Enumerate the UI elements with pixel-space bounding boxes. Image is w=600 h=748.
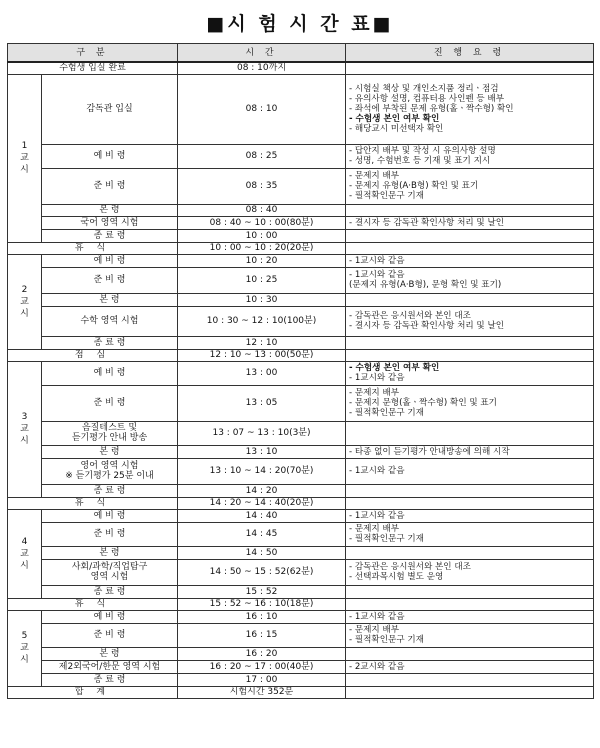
entry-label: 수험생 입실 완료	[8, 62, 178, 74]
note-line: - 타종 없이 듣기평가 안내방송에 의해 시작	[349, 446, 510, 457]
break-4-time: 15 : 52 ~ 16 : 10(18분)	[178, 598, 346, 610]
time-cell: 08 : 35	[178, 168, 346, 204]
table-row	[8, 361, 594, 385]
table-row	[8, 421, 594, 445]
period-label-char: 시	[20, 165, 29, 175]
total-notes	[346, 686, 594, 698]
stage-line: 영어 영역 시험	[80, 461, 139, 471]
period-label-char: 시	[20, 655, 29, 665]
header-notes: 진 행 요 령	[346, 44, 594, 63]
lunch-time: 12 : 10 ~ 13 : 00(50분)	[178, 349, 346, 361]
table-row	[8, 306, 594, 336]
time-cell: 08 : 10	[178, 74, 346, 144]
note-line: - 1교시와 같음	[349, 510, 405, 521]
note-line: - 문제지 배부	[349, 388, 400, 398]
stage-cell: 예 비 령	[42, 361, 178, 385]
time-cell: 13 : 10	[178, 445, 346, 458]
period-label-char: 3	[21, 412, 28, 422]
note-line: - 선택과목시험 별도 운영	[349, 572, 444, 582]
period-3-label	[8, 361, 42, 497]
period-5-label	[8, 610, 42, 686]
notes-cell	[346, 509, 594, 522]
table-row	[8, 647, 594, 660]
stage-cell: 종 료 령	[42, 585, 178, 598]
header-time: 시 간	[178, 44, 346, 63]
notes-cell	[346, 229, 594, 242]
table-row	[8, 546, 594, 559]
time-cell: 16 : 20	[178, 647, 346, 660]
period-label-char: 교	[20, 424, 29, 434]
table-row	[8, 254, 594, 267]
time-cell: 13 : 05	[178, 385, 346, 421]
notes-cell	[346, 647, 594, 660]
time-cell: 14 : 40	[178, 509, 346, 522]
note-line: - 필적확인문구 기재	[349, 408, 424, 418]
period-label-char: 2	[21, 284, 28, 295]
total-label: 합 계	[8, 686, 178, 698]
time-cell: 14 : 50 ~ 15 : 52(62분)	[178, 559, 346, 585]
notes-cell	[346, 144, 594, 168]
time-cell: 17 : 00	[178, 673, 346, 686]
table-row	[8, 559, 594, 585]
note-line: - 수험생 본인 여부 확인	[349, 363, 440, 373]
period-label-char: 1	[21, 141, 28, 151]
lunch-label: 점 심	[8, 349, 178, 361]
period-label-char: 5	[21, 631, 28, 641]
time-cell: 14 : 45	[178, 522, 346, 546]
period-label-char: 교	[20, 296, 29, 307]
period-label-char: 시	[20, 436, 29, 446]
break-4-label: 휴 식	[8, 598, 178, 610]
note-line: - 1교시와 같음	[349, 255, 405, 266]
time-cell: 13 : 10 ~ 14 : 20(70분)	[178, 458, 346, 484]
total-row	[8, 686, 594, 698]
stage-cell: 종 료 령	[42, 336, 178, 349]
table-row	[8, 267, 594, 293]
notes-cell	[346, 421, 594, 445]
notes-cell	[346, 361, 594, 385]
lunch-row	[8, 349, 594, 361]
note-line: - 문제지 배부	[349, 524, 400, 534]
break-4-row	[8, 598, 594, 610]
period-label-char: 교	[20, 548, 29, 559]
notes-cell	[346, 585, 594, 598]
notes-cell	[346, 610, 594, 623]
stage-cell: 예 비 령	[42, 610, 178, 623]
period-1-label	[8, 74, 42, 242]
time-cell: 13 : 07 ~ 13 : 10(3분)	[178, 421, 346, 445]
note-line: - 결시자 등 감독관 확인사항 처리 및 날인	[349, 217, 505, 228]
note-line: - 감독관은 응시원서와 본인 대조	[349, 311, 471, 321]
note-line: - 감독관은 응시원서와 본인 대조	[349, 562, 471, 572]
break-3-label: 휴 식	[8, 497, 178, 509]
period-2-label	[8, 254, 42, 349]
stage-cell: 준 비 령	[42, 522, 178, 546]
time-cell: 16 : 20 ~ 17 : 00(40분)	[178, 660, 346, 673]
notes-cell	[346, 559, 594, 585]
time-cell: 15 : 52	[178, 585, 346, 598]
stage-cell: 예 비 령	[42, 509, 178, 522]
stage-line: 사회/과학/직업탐구	[71, 562, 148, 572]
stage-cell: 준 비 령	[42, 385, 178, 421]
stage-cell	[42, 421, 178, 445]
table-row	[8, 445, 594, 458]
stage-cell	[42, 559, 178, 585]
notes-cell	[346, 306, 594, 336]
period-label-char: 교	[20, 153, 29, 163]
table-row	[8, 74, 594, 144]
period-label-char: 시	[20, 308, 29, 319]
table-row	[8, 168, 594, 204]
notes-cell	[346, 673, 594, 686]
table-row	[8, 385, 594, 421]
time-cell: 13 : 00	[178, 361, 346, 385]
stage-cell: 예 비 령	[42, 144, 178, 168]
stage-line: 듣기평가 안내 방송	[71, 433, 148, 443]
time-cell: 10 : 30	[178, 293, 346, 306]
time-cell: 08 : 40	[178, 204, 346, 216]
stage-cell: 수학 영역 시험	[42, 306, 178, 336]
stage-cell: 국어 영역 시험	[42, 216, 178, 229]
notes-cell	[346, 168, 594, 204]
note-line: - 1교시와 같음	[349, 466, 405, 476]
notes-cell	[346, 293, 594, 306]
note-line: - 필적확인문구 기재	[349, 191, 424, 201]
table-row	[8, 204, 594, 216]
stage-cell: 종 료 령	[42, 673, 178, 686]
table-row	[8, 144, 594, 168]
break-1-time: 10 : 00 ~ 10 : 20(20분)	[178, 242, 346, 254]
stage-cell	[42, 458, 178, 484]
notes-cell	[346, 385, 594, 421]
time-cell: 12 : 10	[178, 336, 346, 349]
note-line: - 필적확인문구 기재	[349, 534, 424, 544]
stage-line: 영역 시험	[90, 572, 129, 582]
time-cell: 08 : 25	[178, 144, 346, 168]
table-row	[8, 610, 594, 623]
total-time: 시험시간 352분	[178, 686, 346, 698]
break-4-notes	[346, 598, 594, 610]
stage-cell: 본 령	[42, 445, 178, 458]
note-line: - 해당교시 미선택자 확인	[349, 124, 444, 134]
stage-cell: 종 료 령	[42, 229, 178, 242]
stage-cell: 본 령	[42, 546, 178, 559]
table-row	[8, 585, 594, 598]
table-row	[8, 623, 594, 647]
note-line: - 문제지 배부	[349, 171, 400, 181]
stage-cell: 본 령	[42, 293, 178, 306]
note-line: - 유의사항 설명, 컴퓨터용 사인펜 등 배부	[349, 94, 505, 104]
table-row	[8, 522, 594, 546]
time-cell: 14 : 20	[178, 484, 346, 497]
exam-schedule-table	[7, 43, 594, 699]
table-row	[8, 336, 594, 349]
note-line: - 답안지 배부 및 작성 시 유의사항 설명	[349, 146, 496, 156]
note-line: - 1교시와 같음	[349, 270, 405, 280]
stage-cell: 준 비 령	[42, 168, 178, 204]
notes-cell	[346, 254, 594, 267]
table-row	[8, 509, 594, 522]
note-line: - 시험실 책상 및 개인소지품 정리ㆍ점검	[349, 84, 499, 94]
time-cell: 16 : 15	[178, 623, 346, 647]
period-4-label	[8, 509, 42, 598]
stage-line: ※ 듣기평가 25분 이내	[65, 471, 154, 481]
stage-line: 음질테스트 및	[81, 423, 138, 433]
table-row	[8, 229, 594, 242]
break-3-notes	[346, 497, 594, 509]
entry-time: 08 : 10까지	[178, 62, 346, 74]
table-row	[8, 660, 594, 673]
entry-row	[8, 62, 594, 74]
note-line: - 필적확인문구 기재	[349, 635, 424, 645]
notes-cell	[346, 445, 594, 458]
notes-cell	[346, 660, 594, 673]
note-line: - 성명, 수험번호 등 기재 및 표기 지시	[349, 156, 491, 166]
stage-cell: 본 령	[42, 647, 178, 660]
note-line: - 문제지 문형(홀ㆍ짝수형) 확인 및 표기	[349, 398, 497, 408]
note-line: - 좌석에 부착된 문제 유형(홀ㆍ짝수형) 확인	[349, 104, 514, 114]
break-1-row	[8, 242, 594, 254]
table-row	[8, 484, 594, 497]
period-label-char: 시	[20, 560, 29, 571]
time-cell: 10 : 20	[178, 254, 346, 267]
stage-cell: 준 비 령	[42, 267, 178, 293]
table-row	[8, 293, 594, 306]
notes-cell	[346, 204, 594, 216]
notes-cell	[346, 522, 594, 546]
time-cell: 16 : 10	[178, 610, 346, 623]
table-row	[8, 458, 594, 484]
note-line: - 1교시와 같음	[349, 373, 405, 383]
notes-cell	[346, 267, 594, 293]
time-cell: 10 : 25	[178, 267, 346, 293]
note-line: - 1교시와 같음	[349, 611, 405, 622]
time-cell: 10 : 00	[178, 229, 346, 242]
stage-cell: 감독관 입실	[42, 74, 178, 144]
notes-cell	[346, 216, 594, 229]
note-line: - 결시자 등 감독관 확인사항 처리 및 날인	[349, 321, 505, 331]
stage-cell: 준 비 령	[42, 623, 178, 647]
notes-cell	[346, 546, 594, 559]
stage-cell: 제2외국어/한문 영역 시험	[42, 660, 178, 673]
period-label-char: 교	[20, 643, 29, 653]
note-line: - 문제지 배부	[349, 625, 400, 635]
note-line: (문제지 유형(A·B형), 문형 확인 및 표기)	[349, 280, 502, 290]
period-label-char: 4	[21, 536, 28, 547]
note-line: - 수험생 본인 여부 확인	[349, 114, 440, 124]
break-3-row	[8, 497, 594, 509]
notes-cell	[346, 623, 594, 647]
notes-cell	[346, 336, 594, 349]
time-cell: 10 : 30 ~ 12 : 10(100분)	[178, 306, 346, 336]
header-division: 구 분	[8, 44, 178, 63]
break-1-label: 휴 식	[8, 242, 178, 254]
time-cell: 14 : 50	[178, 546, 346, 559]
time-cell: 08 : 40 ~ 10 : 00(80분)	[178, 216, 346, 229]
break-1-notes	[346, 242, 594, 254]
table-header-row	[8, 44, 594, 63]
entry-notes	[346, 62, 594, 74]
table-row	[8, 216, 594, 229]
break-3-time: 14 : 20 ~ 14 : 40(20분)	[178, 497, 346, 509]
page-title: ■시 험 시 간 표■	[206, 13, 394, 35]
stage-cell: 예 비 령	[42, 254, 178, 267]
stage-cell: 본 령	[42, 204, 178, 216]
note-line: - 2교시와 같음	[349, 661, 405, 672]
notes-cell	[346, 458, 594, 484]
note-line: - 문제지 유형(A·B형) 확인 및 표기	[349, 181, 479, 191]
stage-cell: 종 료 령	[42, 484, 178, 497]
notes-cell	[346, 74, 594, 144]
lunch-notes	[346, 349, 594, 361]
notes-cell	[346, 484, 594, 497]
table-row	[8, 673, 594, 686]
